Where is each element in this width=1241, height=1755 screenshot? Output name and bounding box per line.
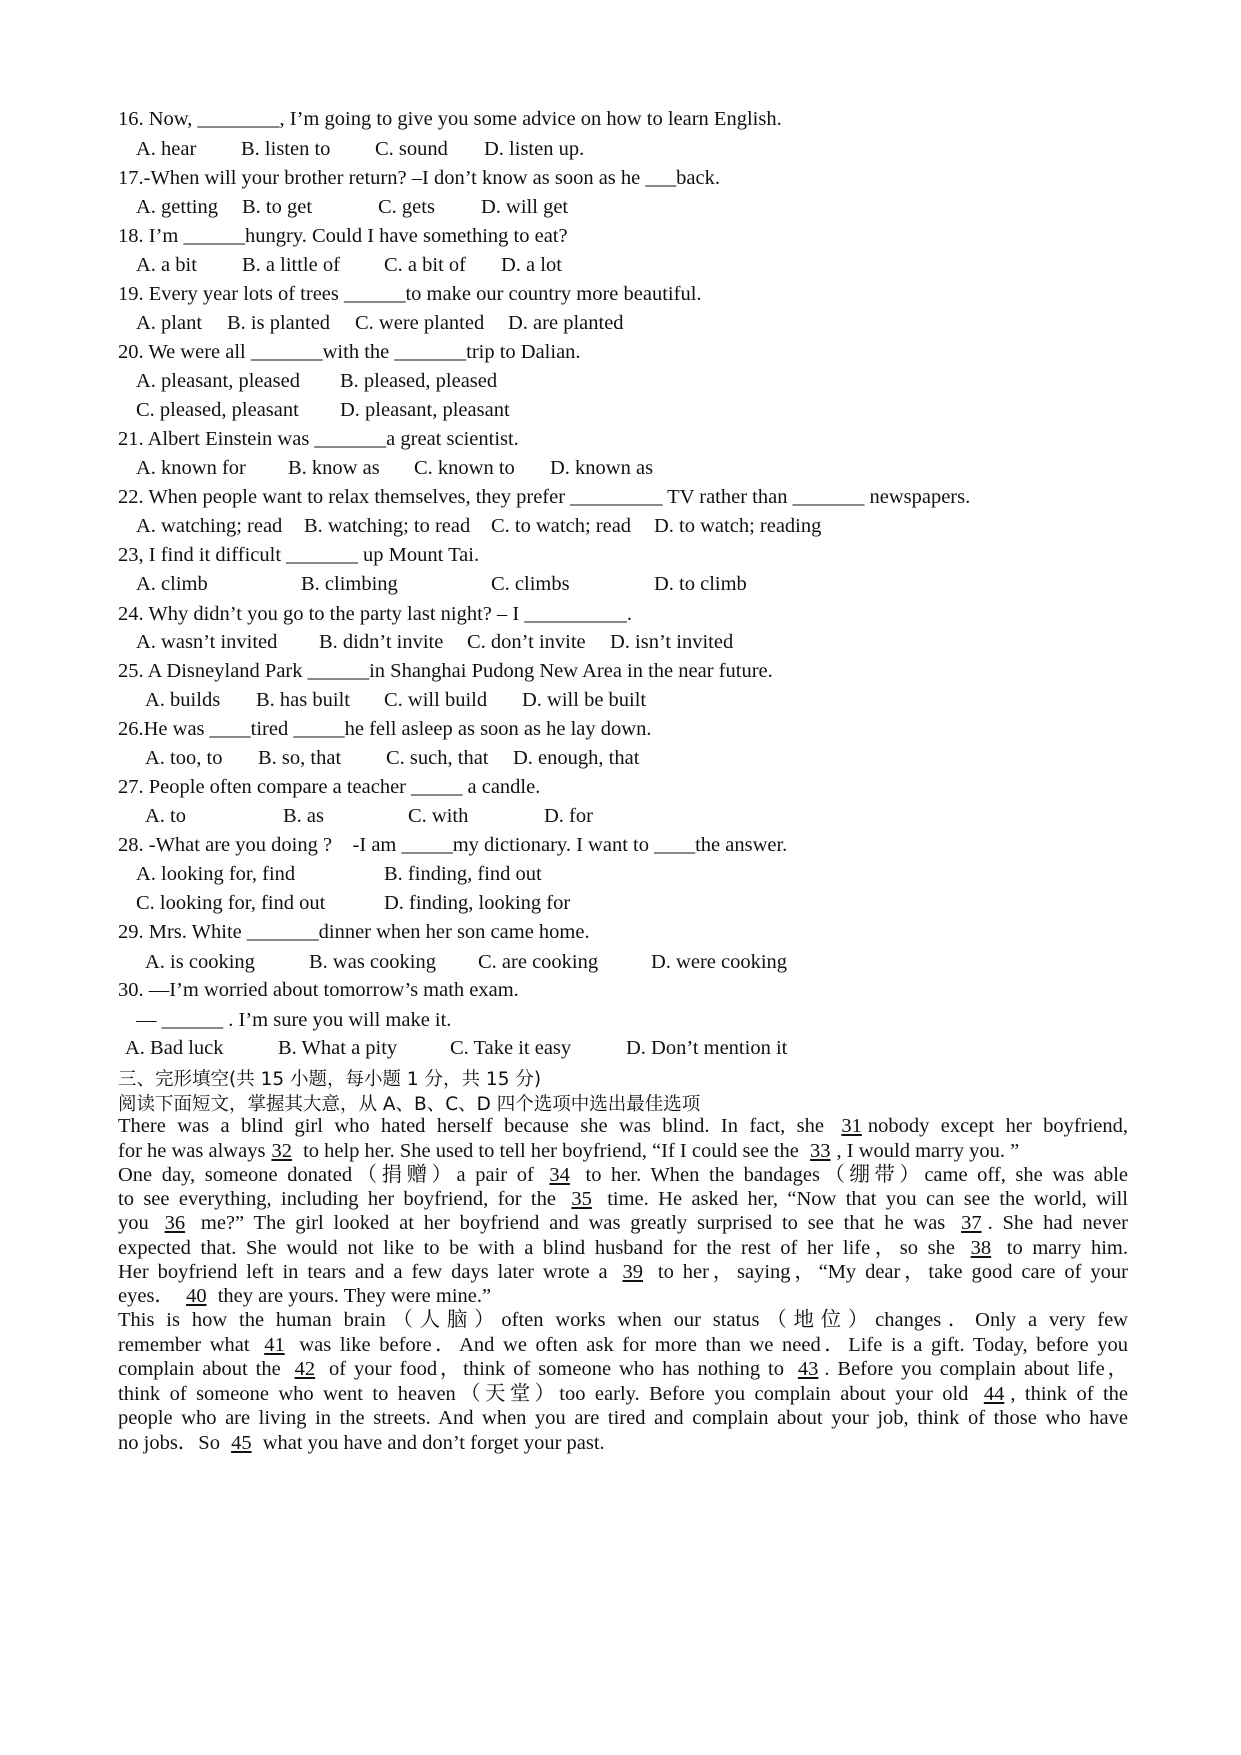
option: C. Take it easy xyxy=(450,1037,572,1059)
section-heading: 三、完形填空(共 15 小题，每小题 1 分，共 15 分) xyxy=(118,1069,542,1090)
passage-text: . She had never xyxy=(987,1212,1128,1234)
passage-line xyxy=(118,1187,1128,1211)
option: B. to get xyxy=(242,196,313,218)
option: A. is cooking xyxy=(145,951,255,973)
option: A. wasn’t invited xyxy=(136,631,278,653)
option: C. pleased, pleasant xyxy=(136,399,299,421)
option: A. looking for, find xyxy=(136,863,296,885)
cloze-blank[interactable]: 36 xyxy=(164,1212,186,1234)
passage-text: . Before you complain about life， xyxy=(824,1358,1129,1380)
passage-text: of your food，think of someone who has nothing to xyxy=(321,1358,792,1380)
passage-line xyxy=(118,1357,1128,1382)
option: C. to watch; read xyxy=(491,515,632,537)
passage-line xyxy=(118,1406,1128,1431)
passage-text: expected that. She would not like to be with a blind husband for the rest of her life，so she xyxy=(118,1236,965,1259)
option: D. a lot xyxy=(501,254,562,276)
passage-line xyxy=(118,1114,1128,1139)
option: C. with xyxy=(408,805,469,827)
cloze-blank[interactable]: 43 xyxy=(797,1358,819,1380)
option: D. will be built xyxy=(522,689,647,711)
option: A. plant xyxy=(136,312,203,334)
passage-line xyxy=(118,1308,1128,1333)
passage-text: to her，saying，“My dear，take good care of your xyxy=(649,1260,1128,1283)
passage-text: One day, someone donated（捐赠）a pair of xyxy=(118,1163,544,1186)
option: D. finding, looking for xyxy=(384,892,571,914)
passage-line xyxy=(118,1211,1128,1236)
option: B. listen to xyxy=(241,138,331,160)
question-stem: 21. Albert Einstein was _______a great scientist. xyxy=(118,428,519,450)
question-stem: 19. Every year lots of trees ______to make our country more beautiful. xyxy=(118,283,702,305)
passage-text: was like before．And we often ask for more than we need．Life is a gift. Today, before you xyxy=(290,1333,1128,1356)
option: B. has built xyxy=(256,689,350,711)
question-stem-continued: — ______ . I’m sure you will make it. xyxy=(136,1009,452,1031)
passage-text: me?” The girl looked at her boyfriend and was greatly surprised to see that he was xyxy=(191,1212,956,1234)
option: D. to watch; reading xyxy=(654,515,822,537)
passage-text: There was a blind girl who hated herself because she was blind. In fact, she xyxy=(118,1115,836,1137)
option: C. climbs xyxy=(491,573,570,595)
option: C. looking for, find out xyxy=(136,892,326,914)
option: D. pleasant, pleasant xyxy=(340,399,510,421)
cloze-blank[interactable]: 45 xyxy=(231,1431,252,1454)
question-stem: 24. Why didn’t you go to the party last night? – I __________. xyxy=(118,603,632,625)
passage-line xyxy=(118,1260,1128,1285)
option: D. are planted xyxy=(508,312,624,334)
question-stem: 17.-When will your brother return? –I don’t know as soon as he ___back. xyxy=(118,167,720,189)
question-stem: 30. —I’m worried about tomorrow’s math exam. xyxy=(118,979,519,1001)
passage-text: nobody except her boyfriend, xyxy=(867,1115,1128,1137)
option: C. are cooking xyxy=(478,951,599,973)
passage-line xyxy=(118,1284,1128,1308)
passage-line xyxy=(118,1333,1128,1358)
option: A. watching; read xyxy=(136,515,283,537)
option: A. known for xyxy=(136,457,246,479)
question-stem: 28. -What are you doing ? -I am _____my dictionary. I want to ____the answer. xyxy=(118,834,788,856)
option: B. was cooking xyxy=(309,951,436,973)
cloze-blank[interactable]: 38 xyxy=(970,1236,992,1259)
option: B. What a pity xyxy=(278,1037,398,1059)
option: B. watching; to read xyxy=(304,515,471,537)
option: D. Don’t mention it xyxy=(626,1037,788,1059)
option: B. pleased, pleased xyxy=(340,370,498,392)
cloze-blank[interactable]: 37 xyxy=(961,1212,982,1234)
option: A. climb xyxy=(136,573,208,595)
option: D. were cooking xyxy=(651,951,788,973)
cloze-blank[interactable]: 33 xyxy=(810,1139,831,1162)
passage-line xyxy=(118,1236,1128,1260)
passage-text: eyes． xyxy=(118,1285,181,1307)
passage-line xyxy=(118,1139,1128,1163)
cloze-blank[interactable]: 39 xyxy=(622,1260,643,1283)
option: B. is planted xyxy=(227,312,331,334)
passage-text: no jobs．So xyxy=(118,1431,226,1454)
question-stem: 25. A Disneyland Park ______in Shanghai Pudong New Area in the near future. xyxy=(118,660,773,682)
option: D. will get xyxy=(481,196,569,218)
cloze-passage xyxy=(118,1114,1128,1455)
option: D. for xyxy=(544,805,593,827)
passage-text: , I would marry you. ” xyxy=(836,1139,1020,1162)
passage-text: remember what xyxy=(118,1333,259,1356)
option: B. didn’t invite xyxy=(319,631,444,653)
passage-text: complain about the xyxy=(118,1358,289,1380)
passage-text: time. He asked her, “Now that you can see the world, will xyxy=(597,1188,1128,1210)
option: C. sound xyxy=(375,138,448,160)
question-stem: 23, I find it difficult _______ up Mount Tai. xyxy=(118,544,480,566)
question-stem: 27. People often compare a teacher _____ a candle. xyxy=(118,776,541,798)
option: A. builds xyxy=(145,689,221,711)
cloze-blank[interactable]: 41 xyxy=(264,1333,285,1356)
cloze-blank[interactable]: 34 xyxy=(549,1163,570,1186)
option: A. Bad luck xyxy=(125,1037,224,1059)
cloze-blank[interactable]: 42 xyxy=(294,1358,316,1380)
option: B. climbing xyxy=(301,573,398,595)
question-stem: 16. Now, ________, I’m going to give you some advice on how to learn English. xyxy=(118,108,782,130)
option: B. a little of xyxy=(242,254,340,276)
passage-text: they are yours. They were mine.” xyxy=(212,1285,492,1307)
passage-text: people who are living in the streets. And when you are tired and complain about your job, think of those who have xyxy=(118,1407,1128,1429)
option: B. know as xyxy=(288,457,380,479)
option: A. a bit xyxy=(136,254,197,276)
question-stem: 22. When people want to relax themselves, they prefer _________ TV rather than _______ newspapers. xyxy=(118,486,971,508)
passage-text: you xyxy=(118,1212,159,1234)
option: A. hear xyxy=(136,138,197,160)
option: C. known to xyxy=(414,457,515,479)
section-instruction: 阅读下面短文，掌握其大意，从 A、B、C、D 四个选项中选出最佳选项 xyxy=(118,1094,701,1115)
question-stem: 29. Mrs. White _______dinner when her son came home. xyxy=(118,921,590,943)
option: B. as xyxy=(283,805,324,827)
option: D. known as xyxy=(550,457,654,479)
passage-text: to her. When the bandages（绷带）came off, she was able xyxy=(575,1163,1128,1186)
option: C. gets xyxy=(378,196,435,218)
passage-text: , think of the xyxy=(1010,1382,1128,1405)
cloze-blank[interactable]: 32 xyxy=(271,1139,292,1162)
option: A. to xyxy=(145,805,186,827)
cloze-blank[interactable]: 40 xyxy=(186,1285,207,1307)
option: D. isn’t invited xyxy=(610,631,734,653)
question-stem: 18. I’m ______hungry. Could I have something to eat? xyxy=(118,225,568,247)
option: C. a bit of xyxy=(384,254,466,276)
option: D. to climb xyxy=(654,573,747,595)
cloze-blank[interactable]: 31 xyxy=(841,1115,862,1137)
passage-text: for he was always xyxy=(118,1139,266,1162)
passage-text: think of someone who went to heaven（天堂）too early. Before you complain about your old xyxy=(118,1382,978,1405)
option: C. such, that xyxy=(386,747,489,769)
option: D. enough, that xyxy=(513,747,640,769)
option: C. were planted xyxy=(355,312,485,334)
option: A. pleasant, pleased xyxy=(136,370,300,392)
passage-line xyxy=(118,1431,1128,1456)
passage-text: what you have and don’t forget your past. xyxy=(257,1431,605,1454)
question-stem: 26.He was ____tired _____he fell asleep as soon as he lay down. xyxy=(118,718,652,740)
passage-text: Her boyfriend left in tears and a few days later wrote a xyxy=(118,1260,617,1283)
passage-line xyxy=(118,1163,1128,1188)
option: A. too, to xyxy=(145,747,223,769)
option: B. so, that xyxy=(258,747,342,769)
question-stem: 20. We were all _______with the _______trip to Dalian. xyxy=(118,341,581,363)
cloze-blank[interactable]: 44 xyxy=(983,1382,1005,1405)
passage-text: to marry him. xyxy=(997,1236,1128,1259)
option: B. finding, find out xyxy=(384,863,542,885)
passage-text: to help her. She used to tell her boyfriend, “If I could see the xyxy=(297,1139,805,1162)
option: C. will build xyxy=(384,689,488,711)
cloze-blank[interactable]: 35 xyxy=(571,1188,592,1210)
option: D. listen up. xyxy=(484,138,585,160)
option: A. getting xyxy=(136,196,218,218)
passage-line xyxy=(118,1382,1128,1407)
passage-text: This is how the human brain（人脑）often works when our status（地位）changes．Only a very few xyxy=(118,1309,1128,1331)
option: C. don’t invite xyxy=(467,631,586,653)
passage-text: to see everything, including her boyfriend, for the xyxy=(118,1188,566,1210)
